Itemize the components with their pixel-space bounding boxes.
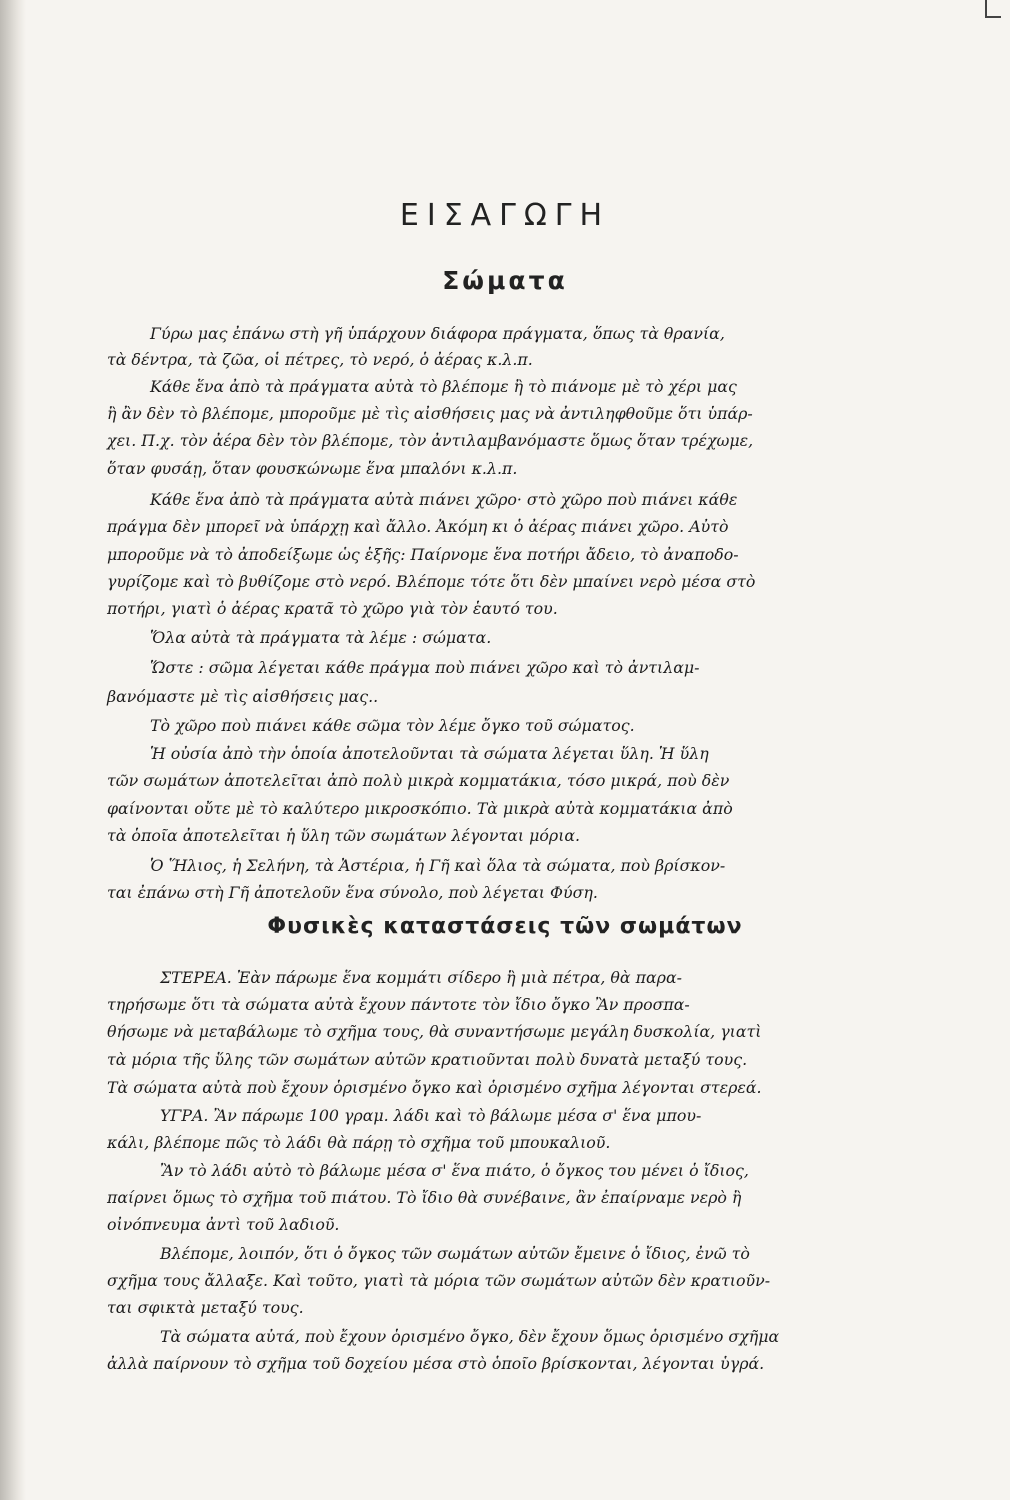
text-line: Κάθε ἕνα ἀπὸ τὰ πράγματα αὐτὰ τὸ βλέπομε ἢ τὸ πιάνομε μὲ τὸ χέρι μας: [150, 377, 737, 396]
text-line: φαίνονται οὔτε μὲ τὸ καλύτερο μικροσκόπιο. Τὰ μικρὰ αὐτὰ κομματάκια ἀπὸ: [107, 799, 733, 818]
text-line: οἰνόπνευμα ἀντὶ τοῦ λαδιοῦ.: [107, 1215, 340, 1234]
text-line: ἢ ἂν δὲν τὸ βλέπομε, μποροῦμε μὲ τὶς αἰσθήσεις μας νὰ ἀντιληφθοῦμε ὅτι ὑπάρ-: [107, 404, 753, 423]
text-line: βανόμαστε μὲ τὶς αἰσθήσεις μας..: [107, 687, 379, 706]
text-line: τὰ μόρια τῆς ὕλης τῶν σωμάτων αὐτῶν κρατιοῦνται πολὺ δυνατὰ μεταξύ τους.: [107, 1050, 748, 1069]
text-line: ται ἐπάνω στὴ Γῆ ἀποτελοῦν ἕνα σύνολο, ποὺ λέγεται Φύση.: [107, 883, 598, 902]
text-line: ται σφικτὰ μεταξύ τους.: [107, 1298, 304, 1317]
text-line: τηρήσωμε ὅτι τὰ σώματα αὐτὰ ἔχουν πάντοτε τὸν ἴδιο ὄγκο Ἂν προσπα-: [107, 995, 690, 1014]
text-line: θήσωμε νὰ μεταβάλωμε τὸ σχῆμα τους, θὰ συναντήσωμε μεγάλη δυσκολία, γιατὶ: [107, 1022, 762, 1041]
corner-mark: [985, 0, 1001, 18]
text-line: παίρνει ὅμως τὸ σχῆμα τοῦ πιάτου. Τὸ ἴδιο θὰ συνέβαινε, ἂν ἐπαίρναμε νερὸ ἢ: [107, 1188, 742, 1207]
text-line: Ἂν τὸ λάδι αὐτὸ τὸ βάλωμε μέσα σ' ἕνα πιάτο, ὁ ὄγκος του μένει ὁ ἴδιος,: [160, 1161, 749, 1180]
text-line: Ἡ οὐσία ἀπὸ τὴν ὁποία ἀποτελοῦνται τὰ σώματα λέγεται ὕλη. Ἡ ὕλη: [150, 744, 709, 763]
text-line: ποτήρι, γιατὶ ὁ ἀέρας κρατᾶ τὸ χῶρο γιὰ τὸν ἑαυτό του.: [107, 599, 558, 618]
text-line: Ὁ Ἥλιος, ἡ Σελήνη, τὰ Ἀστέρια, ἡ Γῆ καὶ ὅλα τὰ σώματα, ποὺ βρίσκον-: [150, 856, 726, 875]
text-line: ὅταν φυσάῃ, ὅταν φουσκώνωμε ἕνα μπαλόνι κ.λ.π.: [107, 459, 518, 478]
text-line: ΣΤΕΡΕΑ. Ἐὰν πάρωμε ἕνα κομμάτι σίδερο ἢ μιὰ πέτρα, θὰ παρα-: [160, 968, 682, 987]
text-line: Ὥστε : σῶμα λέγεται κάθε πράγμα ποὺ πιάνει χῶρο καὶ τὸ ἀντιλαμ-: [150, 658, 700, 677]
text-line: τῶν σωμάτων ἀποτελεῖται ἀπὸ πολὺ μικρὰ κομματάκια, τόσο μικρά, ποὺ δὲν: [107, 771, 730, 790]
text-line: Τὰ σώματα αὐτά, ποὺ ἔχουν ὁρισμένο ὄγκο, δὲν ἔχουν ὅμως ὁρισμένο σχῆμα: [160, 1327, 780, 1346]
text-line: τὰ ὁποῖα ἀποτελεῖται ἡ ὕλη τῶν σωμάτων λέγονται μόρια.: [107, 826, 581, 845]
section-heading: Φυσικὲς καταστάσεις τῶν σωμάτων: [267, 914, 743, 939]
text-line: Βλέπομε, λοιπόν, ὅτι ὁ ὄγκος τῶν σωμάτων αὐτῶν ἔμεινε ὁ ἴδιος, ἐνῶ τὸ: [160, 1244, 750, 1263]
text-line: Τὰ σώματα αὐτὰ ποὺ ἔχουν ὁρισμένο ὄγκο καὶ ὁρισμένο σχῆμα λέγονται στερεά.: [107, 1078, 762, 1097]
text-line: γυρίζομε καὶ τὸ βυθίζομε στὸ νερό. Βλέπομε τότε ὅτι δὲν μπαίνει νερὸ μέσα στὸ: [107, 572, 756, 591]
text-line: ΥΓΡΑ. Ἂν πάρωμε 100 γραμ. λάδι καὶ τὸ βάλωμε μέσα σ' ἕνα μπου-: [160, 1106, 702, 1125]
chapter-title: ΕΙΣΑΓΩΓΗ: [399, 198, 611, 233]
text-line: πράγμα δὲν μπορεῖ νὰ ὑπάρχῃ καὶ ἄλλο. Ἀκόμη κι ὁ ἀέρας πιάνει χῶρο. Αὐτὸ: [107, 517, 729, 536]
text-line: Γύρω μας ἐπάνω στὴ γῆ ὑπάρχουν διάφορα πράγματα, ὅπως τὰ θρανία,: [150, 324, 725, 343]
text-line: χει. Π.χ. τὸν ἀέρα δὲν τὸν βλέπομε, τὸν ἀντιλαμβανόμαστε ὅμως ὅταν τρέχωμε,: [107, 431, 754, 450]
text-line: κάλι, βλέπομε πῶς τὸ λάδι θὰ πάρῃ τὸ σχῆμα τοῦ μπουκαλιοῦ.: [107, 1133, 611, 1152]
chapter-subtitle: Σώματα: [442, 266, 568, 295]
text-line: σχῆμα τους ἄλλαξε. Καὶ τοῦτο, γιατὶ τὰ μόρια τῶν σωμάτων αὐτῶν δὲν κρατιοῦν-: [107, 1271, 771, 1290]
text-line: ἀλλὰ παίρνουν τὸ σχῆμα τοῦ δοχείου μέσα στὸ ὁποῖο βρίσκονται, λέγονται ὑγρά.: [107, 1354, 765, 1373]
text-line: μποροῦμε νὰ τὸ ἀποδείξωμε ὡς ἑξῆς: Παίρνομε ἕνα ποτήρι ἄδειο, τὸ ἀναποδο-: [107, 545, 739, 564]
text-line: τὰ δέντρα, τὰ ζῶα, οἱ πέτρες, τὸ νερό, ὁ ἀέρας κ.λ.π.: [107, 350, 533, 369]
text-line: Τὸ χῶρο ποὺ πιάνει κάθε σῶμα τὸν λέμε ὄγκο τοῦ σώματος.: [150, 716, 635, 735]
text-line: Ὅλα αὐτὰ τὰ πράγματα τὰ λέμε : σώματα.: [150, 628, 492, 647]
text-line: Κάθε ἕνα ἀπὸ τὰ πράγματα αὐτὰ πιάνει χῶρο· στὸ χῶρο ποὺ πιάνει κάθε: [150, 490, 738, 509]
